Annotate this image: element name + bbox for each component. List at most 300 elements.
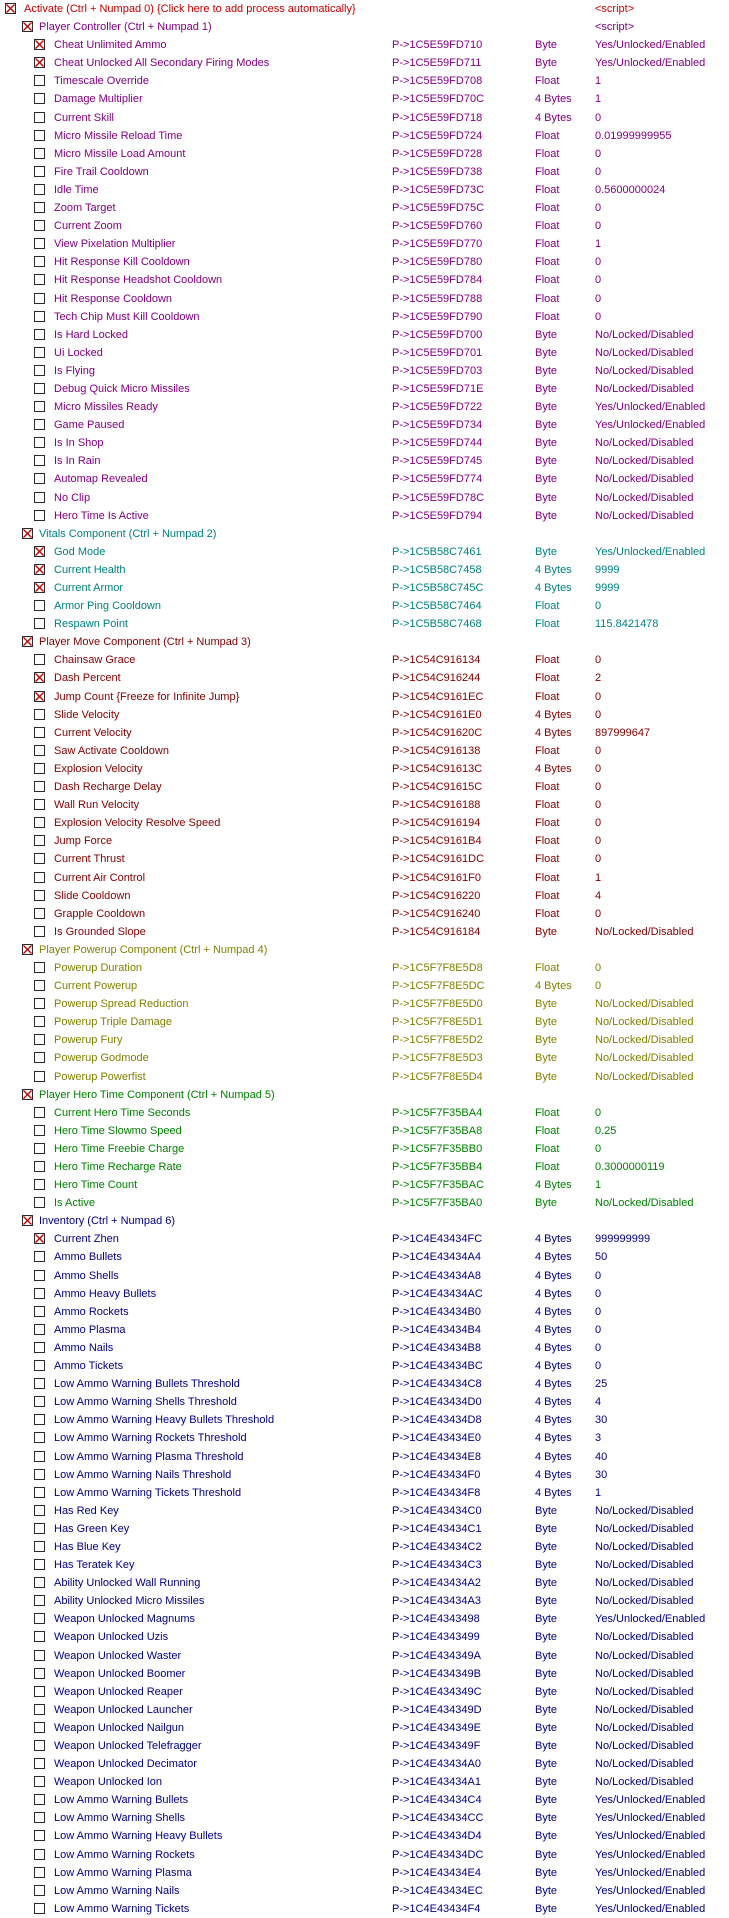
entry-value[interactable]: No/Locked/Disabled xyxy=(595,1504,694,1517)
entry-type[interactable]: Byte xyxy=(535,1866,558,1879)
cheat-entry-row[interactable] xyxy=(0,669,729,687)
entry-type[interactable]: Float xyxy=(535,310,560,323)
entry-description[interactable]: Weapon Unlocked Decimator xyxy=(54,1758,197,1771)
entry-description[interactable]: Weapon Unlocked Ion xyxy=(54,1776,163,1789)
entry-type[interactable]: Byte xyxy=(535,1794,558,1807)
active-checkbox[interactable] xyxy=(34,1143,45,1154)
cheat-entry-row[interactable] xyxy=(0,1068,729,1086)
entry-type[interactable]: Float xyxy=(535,1124,560,1137)
entry-address[interactable]: P->1C4E43434C2 xyxy=(392,1540,482,1553)
active-checkbox[interactable] xyxy=(34,1722,45,1733)
entry-description[interactable]: Chainsaw Grace xyxy=(54,654,136,667)
entry-description[interactable]: Cheat Unlimited Ammo xyxy=(54,39,167,52)
active-checkbox[interactable] xyxy=(22,1215,33,1226)
entry-address[interactable]: P->1C5E59FD700 xyxy=(392,328,483,341)
entry-type[interactable]: Byte xyxy=(535,1740,558,1752)
active-checkbox[interactable] xyxy=(34,727,45,738)
entry-type[interactable]: Float xyxy=(535,781,560,794)
entry-description[interactable]: Is Hard Locked xyxy=(54,328,128,341)
entry-address[interactable]: P->1C5B58C7458 xyxy=(392,563,482,576)
entry-value[interactable]: No/Locked/Disabled xyxy=(595,1776,694,1789)
entry-value[interactable]: 3 xyxy=(595,1432,602,1445)
entry-type[interactable]: Float xyxy=(535,600,560,613)
group-header-row[interactable] xyxy=(0,1086,729,1104)
entry-address[interactable]: P->1C4E434349C xyxy=(392,1685,482,1698)
entry-address[interactable]: P->1C54C916184 xyxy=(392,925,481,938)
entry-value[interactable]: 0 xyxy=(595,654,602,667)
entry-type[interactable]: Byte xyxy=(535,998,558,1011)
cheat-entry-row[interactable] xyxy=(0,706,729,724)
entry-value[interactable]: No/Locked/Disabled xyxy=(595,1540,694,1553)
cheat-entry-row[interactable] xyxy=(0,1013,729,1031)
entry-address[interactable]: P->1C5E59FD790 xyxy=(392,310,483,323)
entry-type[interactable]: Float xyxy=(535,672,560,685)
entry-type[interactable]: Byte xyxy=(535,57,558,70)
entry-type[interactable]: Float xyxy=(535,907,560,920)
entry-type[interactable]: 4 Bytes xyxy=(535,726,572,739)
entry-value[interactable]: 0 xyxy=(595,1323,602,1336)
entry-address[interactable]: P->1C4E43434A4 xyxy=(392,1251,481,1264)
active-checkbox[interactable] xyxy=(34,1849,45,1860)
active-checkbox[interactable] xyxy=(34,1414,45,1425)
entry-type[interactable]: Byte xyxy=(535,419,558,432)
cheat-entry-row[interactable] xyxy=(0,1809,729,1827)
cheat-entry-row[interactable] xyxy=(0,326,729,344)
entry-description[interactable]: Slide Velocity xyxy=(54,708,120,721)
entry-type[interactable]: Byte xyxy=(535,1884,558,1897)
entry-description[interactable]: No Clip xyxy=(54,491,91,504)
entry-value[interactable]: No/Locked/Disabled xyxy=(595,1522,694,1535)
entry-value[interactable]: 0 xyxy=(595,165,602,178)
entry-description[interactable]: Ammo Tickets xyxy=(54,1360,124,1373)
cheat-entry-row[interactable] xyxy=(0,235,729,253)
entry-address[interactable]: P->1C4E43434C1 xyxy=(392,1522,482,1535)
entry-address[interactable]: P->1C4E43434EC xyxy=(392,1884,483,1897)
active-checkbox[interactable] xyxy=(34,1650,45,1661)
entry-address[interactable]: P->1C5F7F35BB4 xyxy=(392,1161,483,1173)
cheat-entry-row[interactable] xyxy=(0,1140,729,1158)
entry-description[interactable]: Ammo Plasma xyxy=(54,1323,126,1336)
active-checkbox[interactable] xyxy=(34,1342,45,1353)
active-checkbox[interactable] xyxy=(22,21,33,32)
entry-value[interactable]: No/Locked/Disabled xyxy=(595,1667,694,1680)
active-checkbox[interactable] xyxy=(34,1613,45,1624)
active-checkbox[interactable] xyxy=(34,57,45,68)
entry-address[interactable]: P->1C4E434349F xyxy=(392,1740,481,1752)
entry-value[interactable]: No/Locked/Disabled xyxy=(595,328,694,341)
entry-description[interactable]: Weapon Unlocked Launcher xyxy=(54,1703,193,1716)
cheat-entry-row[interactable] xyxy=(0,90,729,108)
active-checkbox[interactable] xyxy=(34,1469,45,1480)
active-checkbox[interactable] xyxy=(34,311,45,322)
cheat-entry-row[interactable] xyxy=(0,850,729,868)
entry-address[interactable]: P->1C4E43434C3 xyxy=(392,1559,482,1572)
entry-description[interactable]: Hit Response Headshot Cooldown xyxy=(54,274,223,287)
entry-type[interactable]: 4 Bytes xyxy=(535,1378,572,1391)
entry-description[interactable]: Is Flying xyxy=(54,364,95,377)
entry-description[interactable]: Current Zoom xyxy=(54,220,122,233)
entry-description[interactable]: Idle Time xyxy=(54,183,99,196)
entry-value[interactable]: No/Locked/Disabled xyxy=(595,1034,694,1047)
entry-type[interactable]: Float xyxy=(535,744,560,757)
cheat-entry-row[interactable] xyxy=(0,832,729,850)
cheat-entry-row[interactable] xyxy=(0,1393,729,1411)
active-checkbox[interactable] xyxy=(34,148,45,159)
active-checkbox[interactable] xyxy=(34,1125,45,1136)
entry-description[interactable]: Low Ammo Warning Tickets xyxy=(54,1902,190,1915)
entry-address[interactable]: P->1C5F7F8E5D0 xyxy=(392,998,483,1011)
entry-description[interactable]: Powerup Godmode xyxy=(54,1052,149,1065)
entry-value[interactable]: 897999647 xyxy=(595,726,651,739)
entry-value[interactable]: 0 xyxy=(595,762,602,775)
entry-value[interactable]: 0 xyxy=(595,292,602,305)
entry-address[interactable]: P->1C5E59FD780 xyxy=(392,256,483,269)
entry-type[interactable]: Float xyxy=(535,853,560,866)
active-checkbox[interactable] xyxy=(34,926,45,937)
entry-description[interactable]: Has Teratek Key xyxy=(54,1559,135,1572)
entry-description[interactable]: Zoom Target xyxy=(54,202,116,215)
cheat-entry-row[interactable] xyxy=(0,742,729,760)
active-checkbox[interactable] xyxy=(34,1903,45,1914)
active-checkbox[interactable] xyxy=(34,473,45,484)
entry-address[interactable]: P->1C5E59FD73C xyxy=(392,183,485,196)
entry-value[interactable]: 0.25 xyxy=(595,1124,617,1137)
entry-address[interactable]: P->1C5E59FD738 xyxy=(392,165,483,178)
cheat-entry-row[interactable] xyxy=(0,1104,729,1122)
entry-type[interactable]: Float xyxy=(535,817,560,830)
cheat-entry-row[interactable] xyxy=(0,308,729,326)
entry-address[interactable]: P->1C5E59FD70C xyxy=(392,93,485,106)
cheat-entry-row[interactable] xyxy=(0,561,729,579)
entry-type[interactable]: 4 Bytes xyxy=(535,762,572,775)
entry-address[interactable]: P->1C5E59FD722 xyxy=(392,401,483,414)
cheat-entry-row[interactable] xyxy=(0,651,729,669)
entry-type[interactable]: Byte xyxy=(535,473,558,486)
group-header-row[interactable] xyxy=(0,18,729,36)
cheat-entry-row[interactable] xyxy=(0,869,729,887)
cheat-entry-row[interactable] xyxy=(0,1303,729,1321)
entry-address[interactable]: P->1C4E43434CC xyxy=(392,1812,484,1825)
entry-address[interactable]: P->1C4E43434B8 xyxy=(392,1341,481,1354)
cheat-entry-row[interactable] xyxy=(0,1574,729,1592)
cheat-entry-row[interactable] xyxy=(0,1375,729,1393)
active-checkbox[interactable] xyxy=(34,564,45,575)
active-checkbox[interactable] xyxy=(34,1487,45,1498)
entry-value[interactable]: No/Locked/Disabled xyxy=(595,364,694,377)
cheat-entry-row[interactable] xyxy=(0,1864,729,1882)
entry-address[interactable]: P->1C5F7F8E5D3 xyxy=(392,1052,483,1065)
entry-description[interactable]: Ability Unlocked Wall Running xyxy=(54,1577,201,1590)
active-checkbox[interactable] xyxy=(34,1668,45,1679)
entry-type[interactable]: Float xyxy=(535,654,560,667)
entry-address[interactable]: P->1C5F7F8E5D2 xyxy=(392,1034,483,1047)
entry-type[interactable]: Float xyxy=(535,1161,560,1173)
cheat-entry-row[interactable] xyxy=(0,199,729,217)
cheat-entry-row[interactable] xyxy=(0,688,729,706)
active-checkbox[interactable] xyxy=(34,455,45,466)
entry-type[interactable]: Float xyxy=(535,690,560,703)
entry-description[interactable]: Player Hero Time Component (Ctrl + Numpad 5) xyxy=(39,1088,275,1101)
entry-value[interactable]: 0 xyxy=(595,708,602,721)
entry-address[interactable]: P->1C4E43434D8 xyxy=(392,1414,482,1427)
active-checkbox[interactable] xyxy=(34,1251,45,1262)
entry-address[interactable]: P->1C54C9161EC xyxy=(392,690,484,703)
active-checkbox[interactable] xyxy=(34,1071,45,1082)
entry-address[interactable]: P->1C5E59FD708 xyxy=(392,75,483,88)
entry-type[interactable]: 4 Bytes xyxy=(535,1305,572,1318)
entry-description[interactable]: Low Ammo Warning Shells xyxy=(54,1812,186,1825)
entry-value[interactable]: Yes/Unlocked/Enabled xyxy=(595,1812,706,1825)
entry-address[interactable]: P->1C5E59FD724 xyxy=(392,129,483,142)
entry-value[interactable]: Yes/Unlocked/Enabled xyxy=(595,39,706,52)
entry-address[interactable]: P->1C4E43434AC xyxy=(392,1287,483,1300)
cheat-entry-row[interactable] xyxy=(0,1791,729,1809)
entry-type[interactable]: Byte xyxy=(535,491,558,504)
entry-value[interactable]: 0 xyxy=(595,111,602,124)
cheat-entry-row[interactable] xyxy=(0,452,729,470)
entry-address[interactable]: P->1C5E59FD703 xyxy=(392,364,483,377)
entry-type[interactable]: 4 Bytes xyxy=(535,1341,572,1354)
cheat-entry-row[interactable] xyxy=(0,1719,729,1737)
cheat-entry-row[interactable] xyxy=(0,760,729,778)
active-checkbox[interactable] xyxy=(34,1197,45,1208)
entry-value[interactable]: 0 xyxy=(595,1305,602,1318)
active-checkbox[interactable] xyxy=(34,781,45,792)
entry-value[interactable]: Yes/Unlocked/Enabled xyxy=(595,57,706,70)
active-checkbox[interactable] xyxy=(34,1432,45,1443)
entry-address[interactable]: P->1C54C916220 xyxy=(392,889,481,902)
entry-value[interactable]: 0 xyxy=(595,600,602,613)
cheat-entry-row[interactable] xyxy=(0,36,729,54)
entry-value[interactable]: No/Locked/Disabled xyxy=(595,998,694,1011)
entry-description[interactable]: Weapon Unlocked Reaper xyxy=(54,1685,183,1698)
entry-address[interactable]: P->1C4E43434FC xyxy=(392,1233,483,1246)
entry-type[interactable]: 4 Bytes xyxy=(535,93,572,106)
entry-type[interactable]: Byte xyxy=(535,1703,558,1716)
entry-description[interactable]: Micro Missile Reload Time xyxy=(54,129,183,142)
active-checkbox[interactable] xyxy=(34,835,45,846)
entry-value[interactable]: 0 xyxy=(595,835,602,848)
entry-type[interactable]: Float xyxy=(535,165,560,178)
entry-address[interactable]: P->1C4E43434C8 xyxy=(392,1378,482,1391)
active-checkbox[interactable] xyxy=(22,944,33,955)
entry-description[interactable]: Cheat Unlocked All Secondary Firing Modes xyxy=(54,57,270,70)
entry-value[interactable]: Yes/Unlocked/Enabled xyxy=(595,1794,706,1807)
entry-description[interactable]: Ammo Shells xyxy=(54,1269,119,1282)
entry-description[interactable]: Tech Chip Must Kill Cooldown xyxy=(54,310,200,323)
cheat-entry-row[interactable] xyxy=(0,1031,729,1049)
entry-value[interactable]: No/Locked/Disabled xyxy=(595,1052,694,1065)
cheat-entry-row[interactable] xyxy=(0,1683,729,1701)
entry-description[interactable]: Hit Response Cooldown xyxy=(54,292,173,305)
entry-type[interactable]: Byte xyxy=(535,1016,558,1029)
entry-value[interactable]: 0 xyxy=(595,853,602,866)
entry-description[interactable]: Current Hero Time Seconds xyxy=(54,1106,191,1119)
cheat-entry-row[interactable] xyxy=(0,1194,729,1212)
entry-address[interactable]: P->1C5B58C7468 xyxy=(392,618,482,631)
entry-value[interactable]: 2 xyxy=(595,672,602,685)
active-checkbox[interactable] xyxy=(34,654,45,665)
entry-description[interactable]: Low Ammo Warning Heavy Bullets xyxy=(54,1830,223,1843)
cheat-entry-row[interactable] xyxy=(0,1737,729,1755)
entry-address[interactable]: P->1C5F7F35BB0 xyxy=(392,1142,483,1155)
entry-description[interactable]: Weapon Unlocked Uzis xyxy=(54,1631,169,1644)
active-checkbox[interactable] xyxy=(34,1360,45,1371)
active-checkbox[interactable] xyxy=(34,365,45,376)
active-checkbox[interactable] xyxy=(34,238,45,249)
entry-description[interactable]: Hero Time Count xyxy=(54,1179,138,1192)
entry-value[interactable]: 0 xyxy=(595,1341,602,1354)
cheat-entry-row[interactable] xyxy=(0,1701,729,1719)
cheat-entry-row[interactable] xyxy=(0,1411,729,1429)
active-checkbox[interactable] xyxy=(34,39,45,50)
active-checkbox[interactable] xyxy=(34,1378,45,1389)
entry-type[interactable]: Float xyxy=(535,256,560,269)
active-checkbox[interactable] xyxy=(34,1740,45,1751)
entry-address[interactable]: P->1C5E59FD78C xyxy=(392,491,485,504)
active-checkbox[interactable] xyxy=(34,1541,45,1552)
entry-description[interactable]: View Pixelation Multiplier xyxy=(54,238,176,251)
entry-type[interactable]: Byte xyxy=(535,1504,558,1517)
entry-address[interactable]: P->1C54C91613C xyxy=(392,762,483,775)
entry-value[interactable]: 9999 xyxy=(595,563,620,576)
cheat-entry-row[interactable] xyxy=(0,1285,729,1303)
entry-value[interactable]: 0.3000000119 xyxy=(595,1161,665,1173)
entry-address[interactable]: P->1C4E43434DC xyxy=(392,1848,484,1861)
entry-description[interactable]: Has Green Key xyxy=(54,1522,130,1535)
entry-type[interactable]: 4 Bytes xyxy=(535,708,572,721)
entry-address[interactable]: P->1C54C916194 xyxy=(392,817,481,830)
active-checkbox[interactable] xyxy=(34,1595,45,1606)
active-checkbox[interactable] xyxy=(34,745,45,756)
entry-address[interactable]: P->1C4E43434E4 xyxy=(392,1866,481,1879)
entry-description[interactable]: Game Paused xyxy=(54,419,125,432)
cheat-entry-row[interactable] xyxy=(0,1502,729,1520)
entry-description[interactable]: God Mode xyxy=(54,545,106,558)
active-checkbox[interactable] xyxy=(34,1179,45,1190)
entry-value[interactable]: 0.01999999955 xyxy=(595,129,672,142)
entry-value[interactable]: 0 xyxy=(595,744,602,757)
entry-type[interactable]: 4 Bytes xyxy=(535,1233,572,1246)
cheat-entry-row[interactable] xyxy=(0,1538,729,1556)
entry-description[interactable]: Is Active xyxy=(54,1197,95,1210)
active-checkbox[interactable] xyxy=(34,709,45,720)
entry-type[interactable]: 4 Bytes xyxy=(535,1468,572,1481)
cheat-entry-row[interactable] xyxy=(0,1429,729,1447)
entry-description[interactable]: Ammo Bullets xyxy=(54,1251,122,1264)
entry-description[interactable]: Micro Missile Load Amount xyxy=(54,147,186,160)
entry-address[interactable]: P->1C4E43434BC xyxy=(392,1360,483,1373)
entry-value[interactable]: No/Locked/Disabled xyxy=(595,1703,694,1716)
cheat-entry-row[interactable] xyxy=(0,597,729,615)
active-checkbox[interactable] xyxy=(34,998,45,1009)
active-checkbox[interactable] xyxy=(34,437,45,448)
cheat-entry-row[interactable] xyxy=(0,1321,729,1339)
entry-description[interactable]: Ability Unlocked Micro Missiles xyxy=(54,1595,205,1608)
entry-type[interactable]: 4 Bytes xyxy=(535,1323,572,1336)
entry-address[interactable]: P->1C4E43434B0 xyxy=(392,1305,481,1318)
entry-value[interactable]: 0 xyxy=(595,310,602,323)
entry-description[interactable]: Ammo Heavy Bullets xyxy=(54,1287,157,1300)
entry-address[interactable]: P->1C5E59FD760 xyxy=(392,220,483,233)
cheat-entry-row[interactable] xyxy=(0,1846,729,1864)
entry-type[interactable]: Float xyxy=(535,183,560,196)
active-checkbox[interactable] xyxy=(34,763,45,774)
entry-description[interactable]: Powerup Powerfist xyxy=(54,1070,146,1083)
cheat-entry-row[interactable] xyxy=(0,163,729,181)
entry-address[interactable]: P->1C4E4343499 xyxy=(392,1631,480,1644)
entry-address[interactable]: P->1C54C91620C xyxy=(392,726,483,739)
cheat-entry-row[interactable] xyxy=(0,1230,729,1248)
entry-address[interactable]: P->1C54C9161B4 xyxy=(392,835,482,848)
entry-value[interactable]: 0 xyxy=(595,961,602,974)
entry-address[interactable]: P->1C5E59FD774 xyxy=(392,473,483,486)
active-checkbox[interactable] xyxy=(22,636,33,647)
entry-address[interactable]: P->1C5E59FD745 xyxy=(392,455,483,468)
entry-description[interactable]: Dash Percent xyxy=(54,672,121,685)
entry-value[interactable]: 0 xyxy=(595,1142,602,1155)
active-checkbox[interactable] xyxy=(34,962,45,973)
entry-type[interactable]: Byte xyxy=(535,1070,558,1083)
entry-address[interactable]: P->1C4E43434F0 xyxy=(392,1468,481,1481)
entry-description[interactable]: Micro Missiles Ready xyxy=(54,401,158,414)
cheat-entry-row[interactable] xyxy=(0,1827,729,1845)
entry-type[interactable]: Byte xyxy=(535,1577,558,1590)
entry-type[interactable]: Float xyxy=(535,274,560,287)
entry-description[interactable]: Damage Multiplier xyxy=(54,93,143,106)
group-header-row[interactable] xyxy=(0,1212,729,1230)
cheat-entry-row[interactable] xyxy=(0,1556,729,1574)
entry-value[interactable]: 4 xyxy=(595,1396,602,1409)
entry-value[interactable]: Yes/Unlocked/Enabled xyxy=(595,1902,706,1915)
entry-value[interactable]: 0 xyxy=(595,1287,602,1300)
active-checkbox[interactable] xyxy=(34,1324,45,1335)
entry-value[interactable]: No/Locked/Disabled xyxy=(595,1559,694,1572)
active-checkbox[interactable] xyxy=(34,1776,45,1787)
entry-description[interactable]: Armor Ping Cooldown xyxy=(54,600,161,613)
entry-description[interactable]: Is Grounded Slope xyxy=(54,925,146,938)
entry-value[interactable]: No/Locked/Disabled xyxy=(595,1649,694,1662)
entry-value[interactable]: Yes/Unlocked/Enabled xyxy=(595,1884,706,1897)
entry-value[interactable]: No/Locked/Disabled xyxy=(595,925,694,938)
active-checkbox[interactable] xyxy=(34,1270,45,1281)
active-checkbox[interactable] xyxy=(34,75,45,86)
entry-type[interactable]: 4 Bytes xyxy=(535,582,572,594)
active-checkbox[interactable] xyxy=(22,1089,33,1100)
entry-value[interactable]: Yes/Unlocked/Enabled xyxy=(595,545,706,558)
cheat-entry-row[interactable] xyxy=(0,615,729,633)
active-checkbox[interactable] xyxy=(34,166,45,177)
entry-description[interactable]: Ammo Rockets xyxy=(54,1305,129,1318)
entry-type[interactable]: Byte xyxy=(535,328,558,341)
entry-address[interactable]: P->1C5E59FD710 xyxy=(392,39,483,52)
entry-value[interactable]: No/Locked/Disabled xyxy=(595,491,694,504)
cheat-entry-row[interactable] xyxy=(0,380,729,398)
entry-value[interactable]: Yes/Unlocked/Enabled xyxy=(595,401,706,414)
active-checkbox[interactable] xyxy=(34,256,45,267)
entry-address[interactable]: P->1C5E59FD734 xyxy=(392,419,483,432)
entry-description[interactable]: Low Ammo Warning Nails xyxy=(54,1884,180,1897)
entry-value[interactable]: 50 xyxy=(595,1251,608,1264)
cheat-entry-row[interactable] xyxy=(0,959,729,977)
entry-value[interactable]: Yes/Unlocked/Enabled xyxy=(595,1830,706,1843)
entry-address[interactable]: P->1C5E59FD770 xyxy=(392,238,483,251)
entry-description[interactable]: Weapon Unlocked Telefragger xyxy=(54,1740,202,1752)
active-checkbox[interactable] xyxy=(34,691,45,702)
entry-address[interactable]: P->1C4E43434A3 xyxy=(392,1595,481,1608)
cheat-entry-row[interactable] xyxy=(0,778,729,796)
entry-value[interactable]: No/Locked/Disabled xyxy=(595,455,694,468)
